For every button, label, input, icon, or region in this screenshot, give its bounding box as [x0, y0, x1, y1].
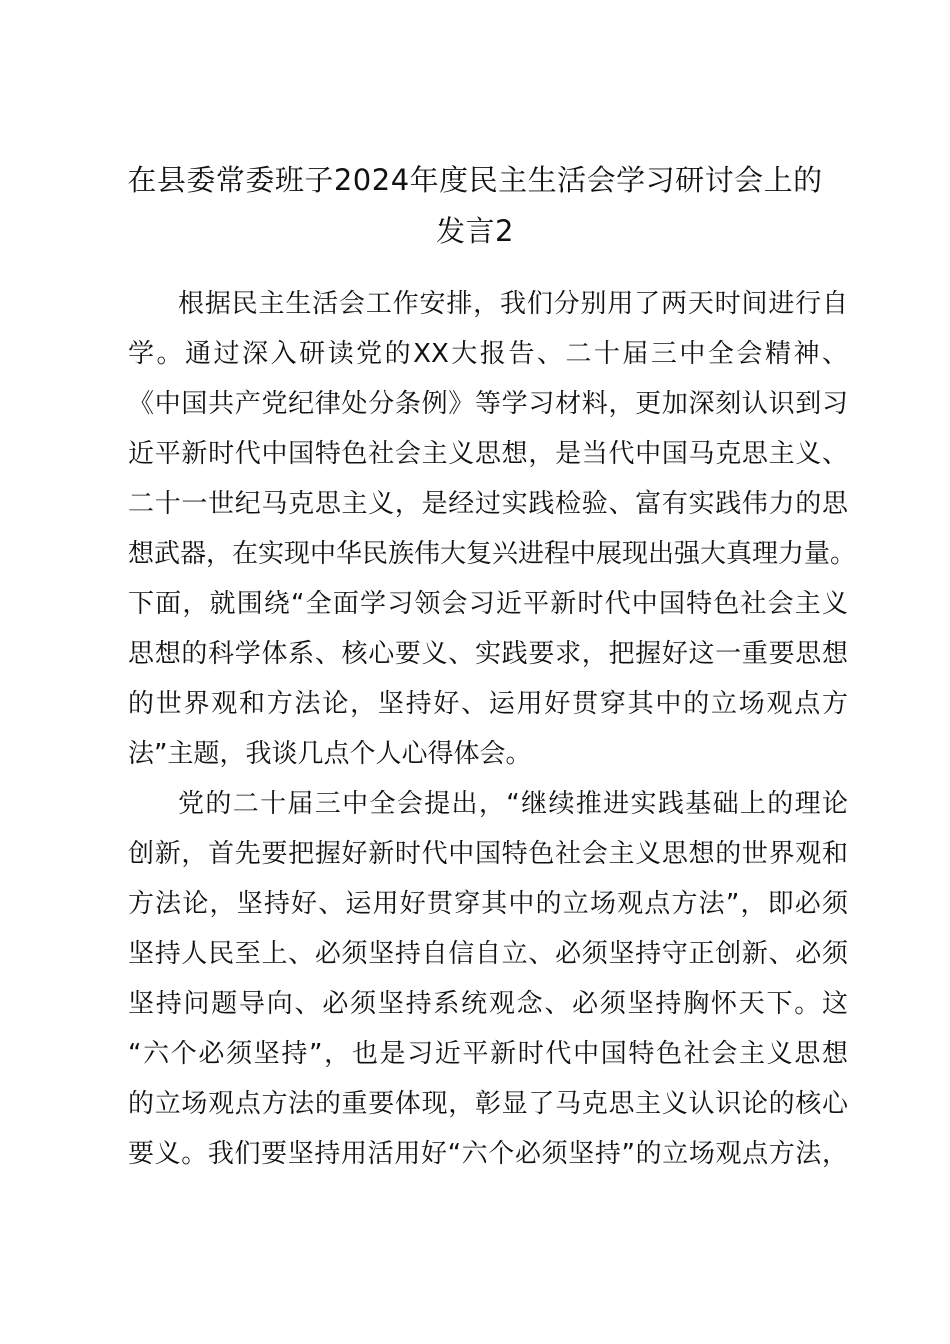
paragraph-line: 思想的科学体系、核心要义、实践要求，把握好这一重要思想	[128, 639, 848, 669]
paragraph-line: 学。通过深入研读党的XX大报告、二十届三中全会精神、	[128, 339, 848, 369]
paragraph-line: 想武器，在实现中华民族伟大复兴进程中展现出强大真理力量。	[128, 539, 857, 569]
paragraph-line: 近平新时代中国特色社会主义思想，是当代中国马克思主义、	[128, 439, 848, 469]
paragraph-line: “六个必须坚持”，也是习近平新时代中国特色社会主义思想	[128, 1039, 848, 1069]
paragraph-line: 下面，就围绕“全面学习领会习近平新时代中国特色社会主义	[128, 589, 848, 619]
paragraph-line: 党的二十届三中全会提出，“继续推进实践基础上的理论	[178, 789, 848, 819]
paragraph-line: 创新，首先要把握好新时代中国特色社会主义思想的世界观和	[128, 839, 848, 869]
paragraph-line: 的立场观点方法的重要体现，彰显了马克思主义认识论的核心	[128, 1089, 848, 1119]
paragraph-line: 要义。我们要坚持用活用好“六个必须坚持”的立场观点方法，	[128, 1139, 848, 1169]
paragraph-line: 坚持人民至上、必须坚持自信自立、必须坚持守正创新、必须	[128, 939, 848, 969]
paragraph-line: 坚持问题导向、必须坚持系统观念、必须坚持胸怀天下。这	[128, 989, 848, 1019]
document-title-line-1: 在县委常委班子2024年度民主生活会学习研讨会上的	[127, 163, 823, 197]
paragraph-line: 二十一世纪马克思主义，是经过实践检验、富有实践伟力的思	[128, 489, 848, 519]
paragraph-line: 的世界观和方法论，坚持好、运用好贯穿其中的立场观点方	[128, 689, 848, 719]
paragraph-line: 根据民主生活会工作安排，我们分别用了两天时间进行自	[178, 289, 848, 319]
paragraph-line: 方法论，坚持好、运用好贯穿其中的立场观点方法”，即必须	[128, 889, 848, 919]
paragraph-line: 《中国共产党纪律处分条例》等学习材料，更加深刻认识到习	[128, 389, 848, 419]
paragraph-line: 法”主题，我谈几点个人心得体会。	[128, 739, 532, 769]
document-title-line-2: 发言2	[436, 214, 514, 248]
